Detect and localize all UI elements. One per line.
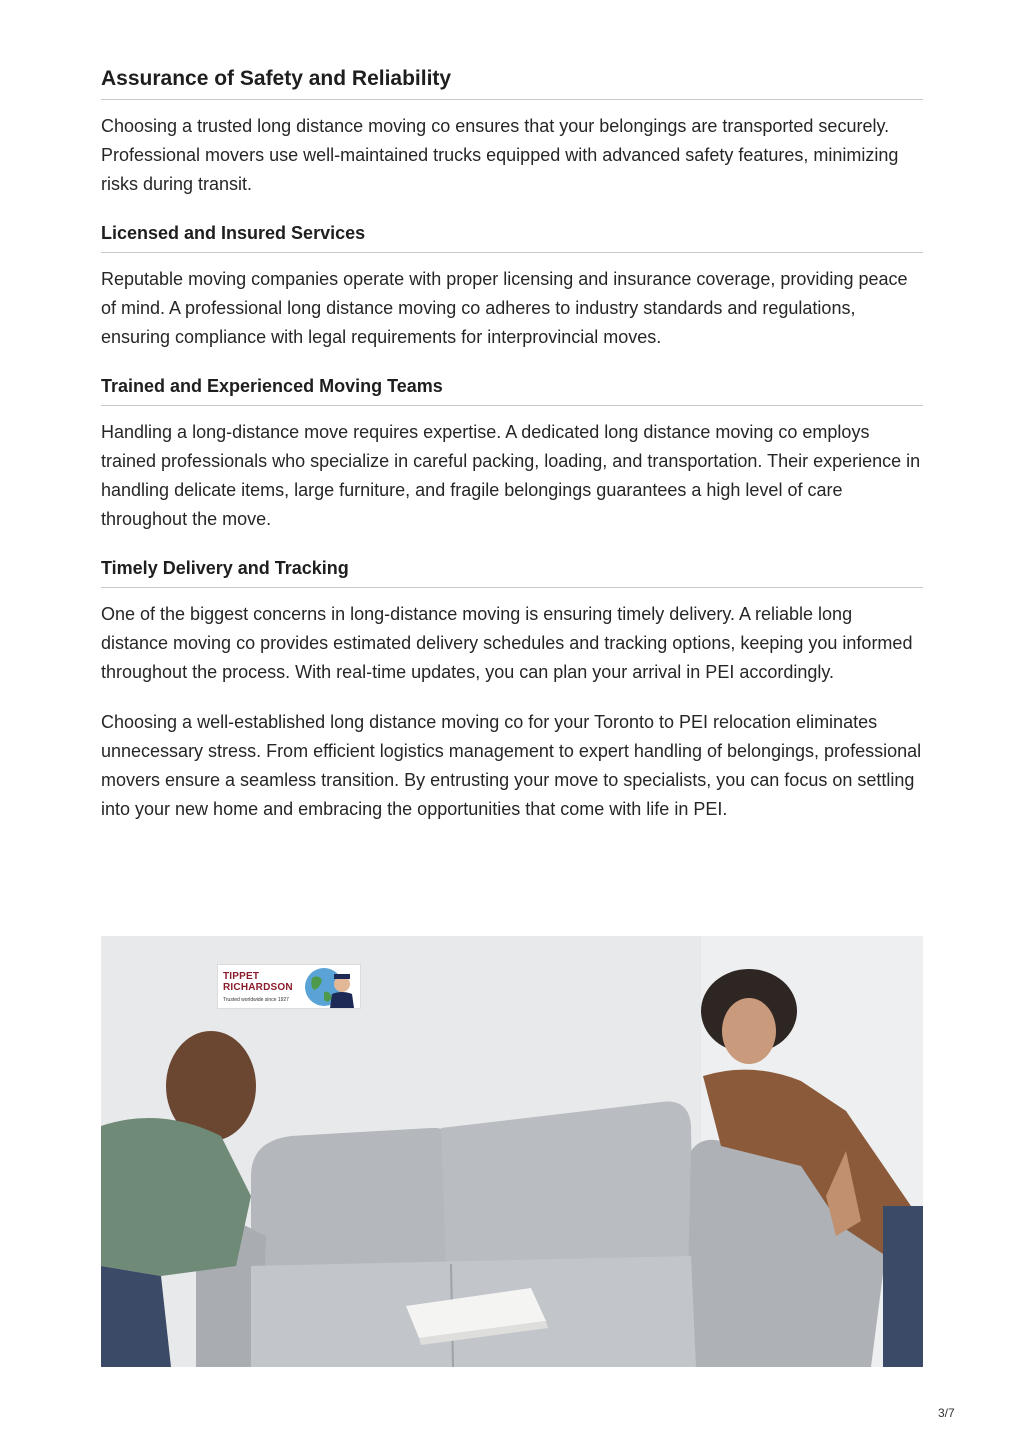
globe-mover-icon [298,966,358,1008]
section-heading: Trained and Experienced Moving Teams [101,374,923,406]
page-number: 3/7 [938,1406,955,1420]
movers-lifting-sofa-photo [101,936,923,1367]
section-paragraph: Reputable moving companies operate with proper licensing and insurance coverage, providing peace of mind. A professional long distance moving co adheres to industry standards and regulations, ensuring compliance with legal requirements for interprovincial moves. [101,269,908,347]
closing-paragraph: Choosing a well-established long distance moving co for your Toronto to PEI relocation eliminates unnecessary stress. From efficient logistics management to expert handling of belongings, professional movers ensure a seamless transition. By entrusting your move to specialists, you can focus on settling into your new home and embracing the opportunities that come with life in PEI. [101,712,922,819]
logo-line-1: TIPPET [223,971,260,982]
logo-brand-text [223,971,293,993]
logo-line-2: RICHARDSON [223,982,293,993]
section-heading: Assurance of Safety and Reliability [101,66,923,100]
section-heading: Timely Delivery and Tracking [101,556,923,588]
article-content [101,66,923,824]
section-paragraph: Handling a long-distance move requires expertise. A dedicated long distance moving co employs trained professionals who specialize in careful packing, loading, and transportation. Their experience in handling delicate items, large furniture, and fragile belongings guarantees a high level of care throughout the move. [101,422,921,529]
section-paragraph: Choosing a trusted long distance moving co ensures that your belongings are transported securely. Professional movers use well-maintained trucks equipped with advanced safety features, minimizing risks during transit. [101,116,899,194]
section-heading: Licensed and Insured Services [101,221,923,253]
logo-tagline: Trusted worldwide since 1927 [223,997,289,1003]
section-paragraph: One of the biggest concerns in long-distance moving is ensuring timely delivery. A reliable long distance moving co provides estimated delivery schedules and tracking options, keeping you informed throughout the process. With real-time updates, you can plan your arrival in PEI accordingly. [101,604,913,682]
tippet-richardson-logo [217,964,361,1009]
